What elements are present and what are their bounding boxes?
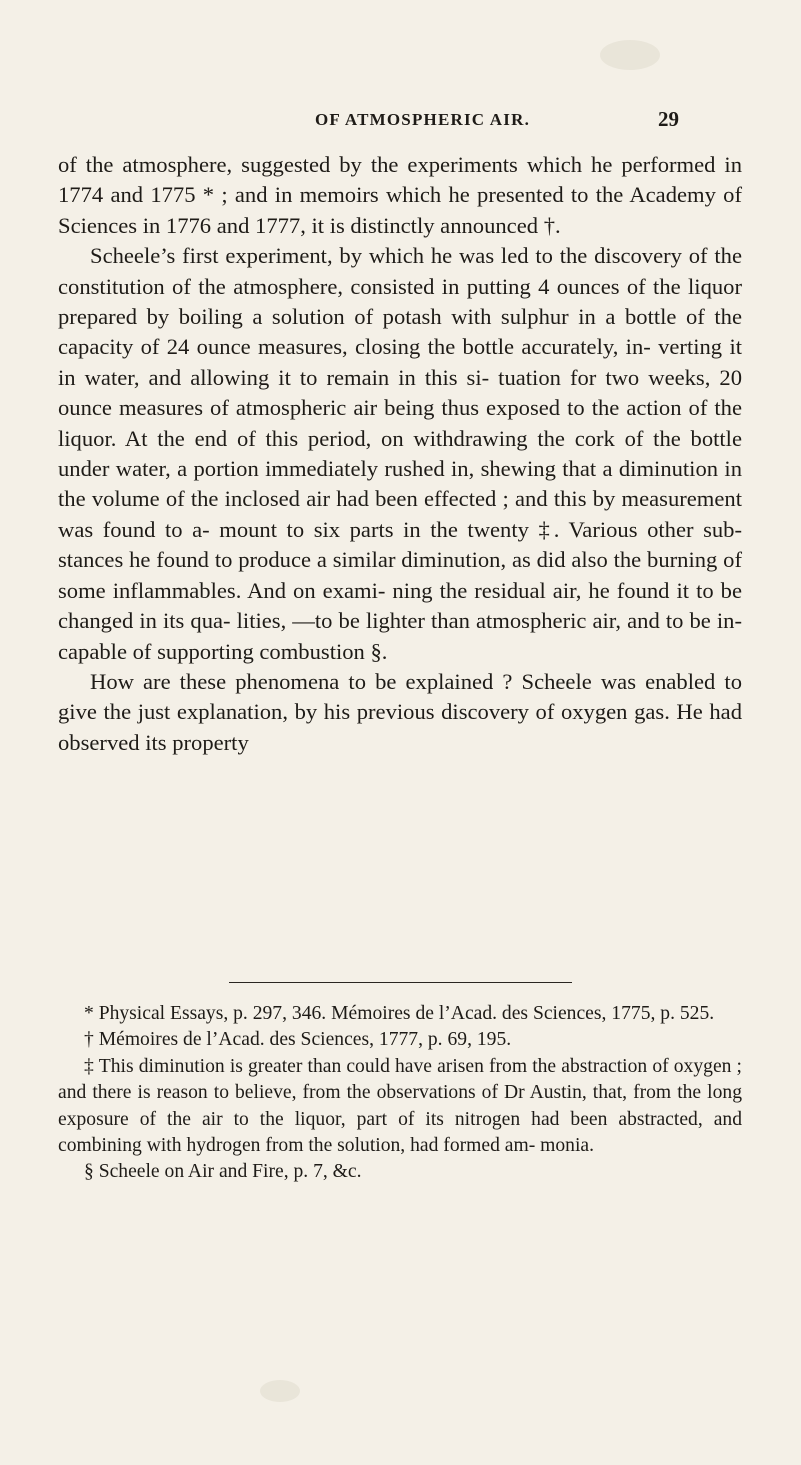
footnotes [58,1001,742,1186]
footnote: * Physical Essays, p. 297, 346. Mémoires de l’Acad. des Sciences, 1775, p. 525. [84,1003,715,1024]
paragraph: Scheele’s first experiment, by which he was led to the discovery of the constitution of the atmosphere, consisted in putting 4 ounces of the liquor prepared by boiling a solution of potash with sulphur in a bottle of the capacity of 24 ounce measures, closing the bottle accurately, in- verting it in water, and allowing it to remain in this si- tuation for two weeks, 20 ounce measures of atmospheric air being thus exposed to the action of the liquor. At the end of this period, on withdrawing the cork of the bottle under water, a portion immediately rushed in, shewing that a diminution in the volume of the inclosed air had been effected ; and this by measurement was found to a- mount to six parts in the twenty ‡. Various other sub- stances he found to produce a similar diminution, as did also the burning of some inflammables. And on exami- ning the residual air, he found it to be changed in its qua- lities, —to be lighter than atmospheric air, and to be in- capable of supporting combustion §. [58,243,742,664]
footnote: † Mémoires de l’Acad. des Sciences, 1777, p. 69, 195. [84,1029,512,1051]
footnote: § Scheele on Air and Fire, p. 7, &c. [84,1161,362,1183]
paragraph: How are these phenomena to be explained ? Scheele was enabled to give the just explanation, by his previous discovery of oxygen gas. He had observed its property [58,668,742,755]
body-text [58,150,742,758]
running-title: OF ATMOSPHERIC AIR. [315,110,531,129]
running-head [0,107,801,140]
paper-stain [600,40,660,70]
paragraph: of the atmosphere, suggested by the experiments which he performed in 1774 and 1775 * ; and in memoirs which he presented to the Academy of Sciences in 1776 and 1777, it is distinctly announced †. [58,152,742,238]
footnote: ‡ This diminution is greater than could have arisen from the abstraction of oxygen ; and there is reason to believe, from the observations of Dr Austin, that, from the long exposure of the air to the liquor, part of its nitrogen had been abstracted, and combining with hydrogen from the solution, had formed am- monia. [58,1055,742,1157]
page-number: 29 [658,107,679,131]
paper-stain [260,1380,300,1402]
footnote-divider [229,982,572,983]
